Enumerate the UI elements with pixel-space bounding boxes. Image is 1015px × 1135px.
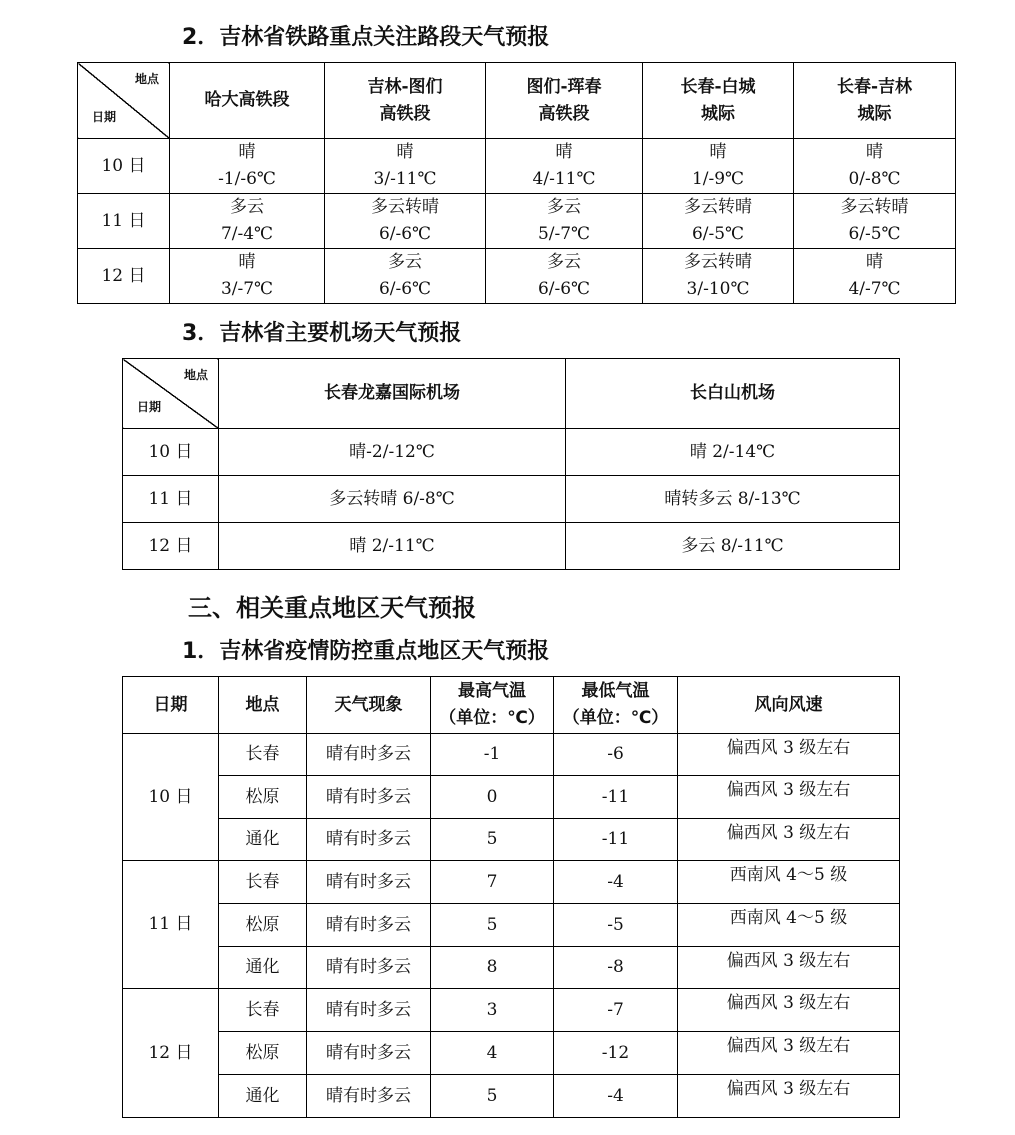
rail-header-row: [78, 63, 956, 139]
epidemic-row: [123, 989, 900, 1032]
rail-col-header: 图们-珲春 高铁段: [486, 63, 643, 139]
rail-section-title: 2．吉林省铁路重点关注路段天气预报: [182, 25, 550, 50]
weather-cell: 晴有时多云: [307, 904, 431, 947]
place-cell: 通化: [219, 1075, 307, 1118]
airport-cell: 晴 2/-11℃: [219, 523, 566, 570]
airport-date-cell: 11 日: [123, 476, 219, 523]
rail-date-cell: 12 日: [78, 249, 170, 304]
wind-cell: 偏西风 3 级左右: [678, 776, 900, 819]
rail-cell: 多云转晴 6/-6℃: [325, 194, 486, 249]
rail-col-header: 长春-吉林 城际: [794, 63, 956, 139]
rail-cell: 晴 -1/-6℃: [170, 139, 325, 194]
rail-cell: 晴 3/-7℃: [170, 249, 325, 304]
min-temp-cell: -5: [554, 904, 678, 947]
epidemic-date-cell: 10 日: [123, 734, 219, 861]
airport-col-header: 长白山机场: [566, 359, 900, 429]
rail-col-header: 吉林-图们 高铁段: [325, 63, 486, 139]
min-temp-cell: -11: [554, 819, 678, 861]
header-wind: 风向风速: [678, 677, 900, 734]
epidemic-row: [123, 776, 900, 819]
min-temp-cell: -8: [554, 947, 678, 989]
max-temp-cell: 5: [431, 904, 554, 947]
wind-cell: 西南风 4～5 级: [678, 904, 900, 947]
rail-cell: 多云 7/-4℃: [170, 194, 325, 249]
rail-forecast-table: [77, 62, 956, 304]
rail-cell: 晴 4/-11℃: [486, 139, 643, 194]
min-temp-cell: -4: [554, 1075, 678, 1118]
wind-cell: 偏西风 3 级左右: [678, 989, 900, 1032]
place-cell: 长春: [219, 989, 307, 1032]
airport-header-row: [123, 359, 900, 429]
wind-cell: 偏西风 3 级左右: [678, 734, 900, 776]
airport-cell: 晴 2/-14℃: [566, 429, 900, 476]
epidemic-row: [123, 734, 900, 776]
airport-cell: 晴转多云 8/-13℃: [566, 476, 900, 523]
epidemic-row: [123, 861, 900, 904]
wind-cell: 偏西风 3 级左右: [678, 1032, 900, 1075]
rail-cell: 多云转晴 6/-5℃: [794, 194, 956, 249]
epidemic-row: [123, 819, 900, 861]
min-temp-cell: -11: [554, 776, 678, 819]
airport-date-cell: 10 日: [123, 429, 219, 476]
weather-cell: 晴有时多云: [307, 819, 431, 861]
weather-cell: 晴有时多云: [307, 734, 431, 776]
airport-section-title: 3．吉林省主要机场天气预报: [182, 321, 462, 346]
airport-row: [123, 523, 900, 570]
rail-cell: 晴 4/-7℃: [794, 249, 956, 304]
epidemic-header-row: [123, 677, 900, 734]
epidemic-section-title: 1．吉林省疫情防控重点地区天气预报: [182, 639, 550, 664]
wind-cell: 偏西风 3 级左右: [678, 1075, 900, 1118]
header-max-temp: 最高气温 （单位：℃）: [431, 677, 554, 734]
airport-col-header: 长春龙嘉国际机场: [219, 359, 566, 429]
airport-corner-cell: [123, 359, 219, 429]
weather-cell: 晴有时多云: [307, 1032, 431, 1075]
max-temp-cell: 5: [431, 819, 554, 861]
epidemic-row: [123, 1075, 900, 1118]
rail-row: [78, 139, 956, 194]
header-place: 地点: [219, 677, 307, 734]
section-three-title: 三、相关重点地区天气预报: [188, 594, 476, 622]
max-temp-cell: -1: [431, 734, 554, 776]
max-temp-cell: 4: [431, 1032, 554, 1075]
rail-corner-date: 日期: [92, 110, 117, 124]
rail-cell: 多云转晴 3/-10℃: [643, 249, 794, 304]
airport-cell: 多云转晴 6/-8℃: [219, 476, 566, 523]
rail-cell: 多云 6/-6℃: [486, 249, 643, 304]
airport-cell: 晴-2/-12℃: [219, 429, 566, 476]
rail-date-cell: 10 日: [78, 139, 170, 194]
rail-cell: 多云转晴 6/-5℃: [643, 194, 794, 249]
max-temp-cell: 5: [431, 1075, 554, 1118]
airport-row: [123, 429, 900, 476]
max-temp-cell: 3: [431, 989, 554, 1032]
place-cell: 松原: [219, 1032, 307, 1075]
weather-cell: 晴有时多云: [307, 989, 431, 1032]
rail-row: [78, 194, 956, 249]
airport-cell: 多云 8/-11℃: [566, 523, 900, 570]
epidemic-row: [123, 904, 900, 947]
airport-date-cell: 12 日: [123, 523, 219, 570]
rail-corner-cell: [78, 63, 170, 139]
epidemic-forecast-table: [122, 676, 900, 1118]
rail-row: [78, 249, 956, 304]
airport-row: [123, 476, 900, 523]
airport-forecast-table: [122, 358, 900, 570]
max-temp-cell: 8: [431, 947, 554, 989]
weather-cell: 晴有时多云: [307, 776, 431, 819]
place-cell: 通化: [219, 947, 307, 989]
rail-cell: 多云 6/-6℃: [325, 249, 486, 304]
rail-col-header: 长春-白城 城际: [643, 63, 794, 139]
max-temp-cell: 7: [431, 861, 554, 904]
airport-corner-date: 日期: [137, 400, 162, 414]
header-date: 日期: [123, 677, 219, 734]
max-temp-cell: 0: [431, 776, 554, 819]
airport-corner-place: 地点: [183, 368, 208, 382]
weather-cell: 晴有时多云: [307, 1075, 431, 1118]
rail-corner-place: 地点: [134, 72, 159, 86]
wind-cell: 偏西风 3 级左右: [678, 819, 900, 861]
weather-cell: 晴有时多云: [307, 861, 431, 904]
epidemic-row: [123, 1032, 900, 1075]
place-cell: 长春: [219, 861, 307, 904]
header-weather: 天气现象: [307, 677, 431, 734]
min-temp-cell: -7: [554, 989, 678, 1032]
min-temp-cell: -4: [554, 861, 678, 904]
rail-date-cell: 11 日: [78, 194, 170, 249]
epidemic-date-cell: 12 日: [123, 989, 219, 1118]
min-temp-cell: -12: [554, 1032, 678, 1075]
rail-cell: 晴 1/-9℃: [643, 139, 794, 194]
header-min-temp: 最低气温 （单位：℃）: [554, 677, 678, 734]
weather-cell: 晴有时多云: [307, 947, 431, 989]
rail-cell: 晴 3/-11℃: [325, 139, 486, 194]
wind-cell: 西南风 4～5 级: [678, 861, 900, 904]
epidemic-row: [123, 947, 900, 989]
place-cell: 通化: [219, 819, 307, 861]
epidemic-date-cell: 11 日: [123, 861, 219, 989]
rail-cell: 晴 0/-8℃: [794, 139, 956, 194]
place-cell: 松原: [219, 904, 307, 947]
min-temp-cell: -6: [554, 734, 678, 776]
rail-cell: 多云 5/-7℃: [486, 194, 643, 249]
wind-cell: 偏西风 3 级左右: [678, 947, 900, 989]
place-cell: 松原: [219, 776, 307, 819]
place-cell: 长春: [219, 734, 307, 776]
rail-col-header: 哈大高铁段: [170, 63, 325, 139]
